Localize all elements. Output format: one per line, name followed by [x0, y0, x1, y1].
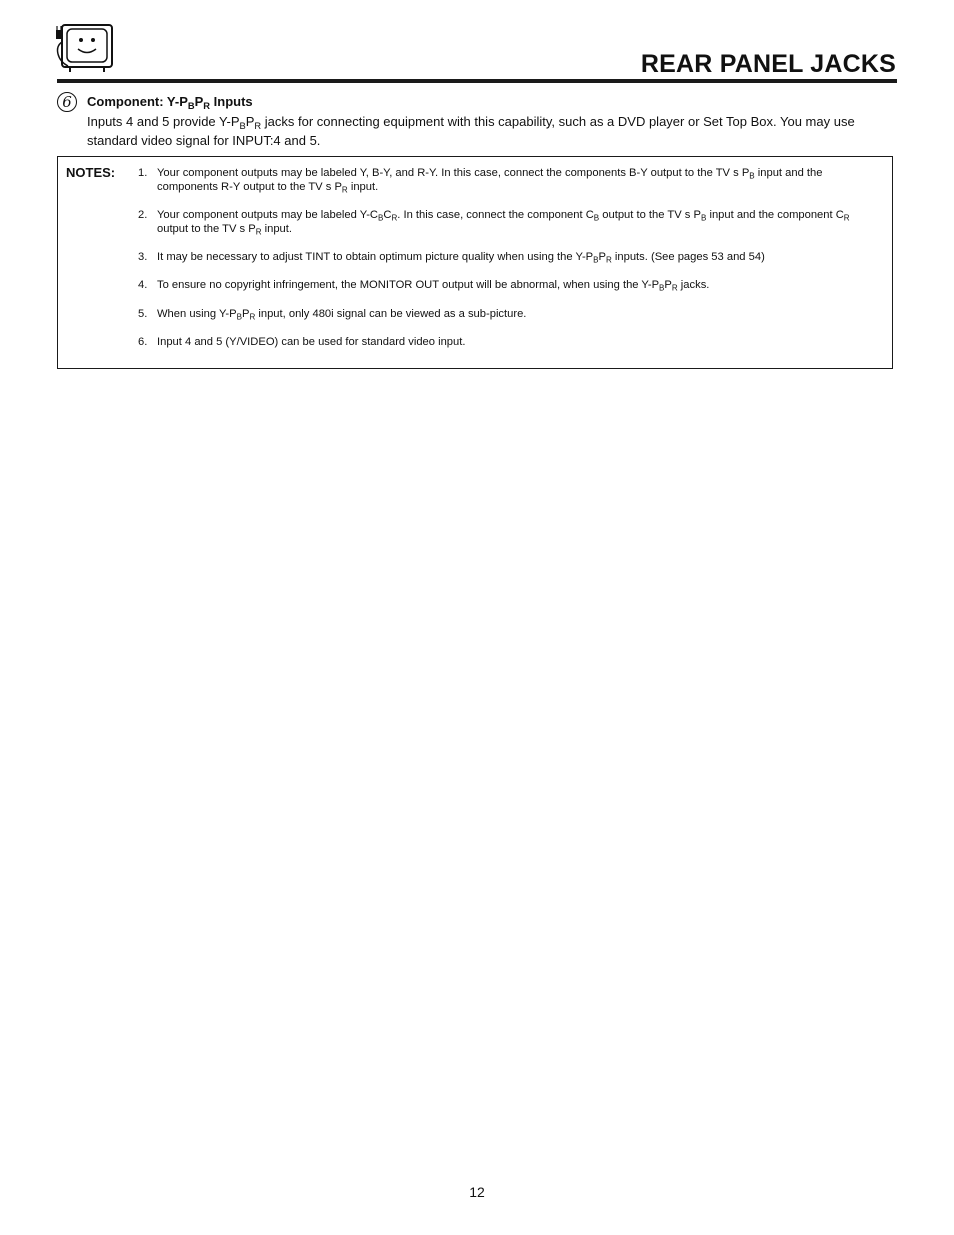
note-text: When using $Y-P_BP_R$ input, only 480i signal can be viewed as a sub-picture.: [157, 308, 527, 322]
section-number-badge: 6: [57, 92, 77, 112]
notes-box: [57, 156, 893, 369]
notes-label: NOTES:: [66, 165, 116, 180]
note-text: Your component outputs may be labeled $Y-C_BC_R$. In this case, connect the component $C_B$ output to the TV s $P_B$ input and the component $C_R$ output to the TV s $P_R$ input.: [157, 209, 850, 237]
note-number: 2.: [138, 209, 148, 221]
note-text: Your component outputs may be labeled Y, B-Y, and R-Y. In this case, connect the components B-Y output to the TV s $P_B$ input and the components R-Y output to the TV s $P_R$ input.: [157, 167, 823, 195]
note-number: 3.: [138, 251, 148, 263]
note-text: To ensure no copyright infringement, the MONITOR OUT output will be abnormal, when using the $Y-P_BP_R$ jacks.: [157, 279, 710, 293]
page-number: 12: [469, 1184, 485, 1200]
note-number: 5.: [138, 308, 148, 320]
note-number: 6.: [138, 336, 148, 348]
note-text: It may be necessary to adjust TINT to obtain optimum picture quality when using the $Y-P_BP_R$ inputs. (See pages 53 and 54): [157, 251, 765, 265]
note-number: 4.: [138, 279, 148, 291]
section-heading: Component: $Y-P_BP_R$ Inputs: [87, 94, 253, 111]
note-text: Input 4 and 5 (Y/VIDEO) can be used for standard video input.: [157, 336, 466, 348]
tv-mascot-icon: [54, 22, 116, 74]
page-title: REAR PANEL JACKS: [640, 50, 896, 78]
note-number: 1.: [138, 167, 148, 179]
section-body-text: Inputs 4 and 5 provide $Y-P_BP_R$ jacks for connecting equipment with this capability, such as a DVD player or Set Top Box. You may use standard video signal for INPUT:4 and 5.: [87, 114, 855, 148]
header-divider: [57, 79, 897, 83]
